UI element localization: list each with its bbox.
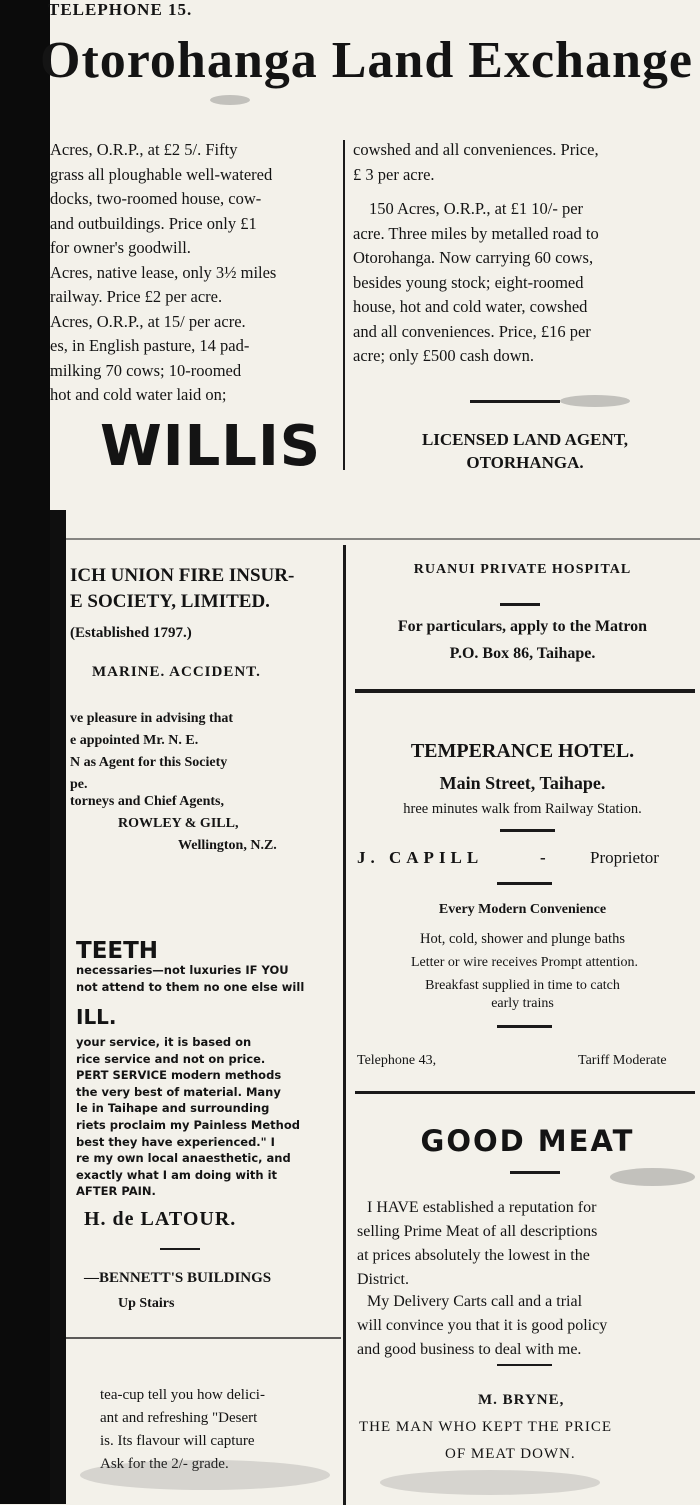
hospital-line-2: P.O. Box 86, Taihape. — [449, 645, 596, 662]
scan-edge-shadow — [0, 0, 50, 1504]
tea-line: is. Its flavour will capture — [100, 1433, 255, 1449]
norwich-attorneys: torneys and Chief Agents, — [70, 794, 225, 809]
column-divider — [343, 140, 345, 470]
norwich-subtitle: MARINE. ACCIDENT. — [92, 664, 261, 680]
meat-line: will convince you that it is good policy — [357, 1317, 608, 1334]
hotel-baths: Hot, cold, shower and plunge baths — [420, 931, 625, 947]
hotel-telephone: Telephone 43, — [357, 1053, 437, 1068]
norwich-title-2: E SOCIETY, LIMITED. — [70, 591, 270, 612]
willis-line: grass all ploughable well-watered — [50, 164, 273, 184]
norwich-line: pe. — [70, 777, 88, 792]
willis-line: and all conveniences. Price, £16 per — [353, 321, 591, 341]
header-telephone: TELEPHONE 15. — [48, 0, 193, 19]
teeth-title: TEETH — [76, 938, 159, 964]
teeth-line: best they have experienced." I — [76, 1134, 275, 1149]
meat-slogan-1: THE MAN WHO KEPT THE PRICE — [359, 1419, 613, 1435]
norwich-title-1: ICH UNION FIRE INSUR- — [70, 565, 295, 586]
willis-line: acre. Three miles by metalled road to — [353, 223, 599, 243]
ornament-rule — [510, 1171, 560, 1174]
tea-line: tea-cup tell you how delici- — [100, 1387, 265, 1403]
norwich-established: (Established 1797.) — [70, 625, 192, 641]
ornament-rule — [497, 1364, 552, 1366]
meat-line: My Delivery Carts call and a trial — [367, 1293, 583, 1310]
agent-title: LICENSED LAND AGENT, — [421, 430, 629, 449]
willis-line: 150 Acres, O.R.P., at £1 10/- per — [369, 199, 584, 218]
hotel-dash: - — [540, 848, 546, 867]
page-title: Otorohanga Land Exchange — [40, 32, 693, 89]
teeth-line: your service, it is based on — [76, 1035, 252, 1049]
norwich-line: e appointed Mr. N. E. — [70, 733, 199, 748]
teeth-line: AFTER PAIN. — [76, 1184, 156, 1199]
norwich-body — [70, 708, 233, 796]
teeth-stairs: Up Stairs — [118, 1296, 175, 1311]
teeth-line: le in Taihape and surrounding — [76, 1101, 270, 1116]
scan-speck — [560, 395, 630, 407]
norwich-line: N as Agent for this Society — [70, 755, 228, 770]
hospital-title: RUANUI PRIVATE HOSPITAL — [413, 562, 632, 577]
teeth-line-1: necessaries—not luxuries IF YOU — [76, 963, 289, 977]
willis-line: £ 3 per acre. — [353, 164, 435, 184]
hotel-walk: hree minutes walk from Railway Station. — [403, 801, 642, 817]
meat-line: and good business to deal with me. — [357, 1341, 582, 1358]
scan-speck — [80, 1460, 330, 1490]
willis-right-column — [353, 138, 693, 369]
hotel-breakfast-2: early trains — [491, 996, 554, 1011]
ornament-rule — [160, 1248, 200, 1250]
meat-line: selling Prime Meat of all descriptions — [357, 1223, 598, 1240]
meat-title: GOOD MEAT — [420, 1124, 635, 1158]
willis-line: docks, two-roomed house, cow- — [50, 189, 262, 208]
hotel-role: Proprietor — [590, 848, 659, 867]
meat-line: District. — [357, 1271, 409, 1288]
willis-line: house, hot and cold water, cowshed — [353, 297, 588, 316]
willis-line: for owner's goodwill. — [50, 238, 191, 257]
teeth-line: PERT SERVICE modern methods — [76, 1068, 282, 1083]
meat-slogan-2: OF MEAT DOWN. — [445, 1446, 576, 1462]
meat-body-1 — [357, 1196, 700, 1292]
willis-line: besides young stock; eight-roomed — [353, 272, 584, 292]
willis-line: railway. Price £2 per acre. — [50, 287, 223, 306]
willis-line: acre; only £500 cash down. — [353, 346, 534, 365]
column-divider — [343, 545, 346, 1505]
willis-line: Acres, native lease, only 3½ miles — [50, 262, 277, 282]
teeth-name: H. de LATOUR. — [84, 1208, 237, 1230]
willis-line: cowshed and all conveniences. Price, — [353, 140, 599, 159]
willis-line: milking 70 cows; 10-roomed — [50, 360, 242, 380]
hotel-wire: Letter or wire receives Prompt attention. — [410, 955, 639, 970]
teeth-address: —BENNETT'S BUILDINGS — [84, 1270, 272, 1286]
willis-line: Otorohanga. Now carrying 60 cows, — [353, 248, 594, 267]
norwich-city: Wellington, N.Z. — [178, 838, 277, 853]
teeth-line: re my own local anaesthetic, and — [76, 1151, 291, 1166]
meat-name: M. BRYNE, — [478, 1392, 565, 1408]
hospital-line-1: For particulars, apply to the Matron — [397, 618, 648, 635]
hotel-tariff: Tariff Moderate — [578, 1053, 667, 1068]
hotel-convenience: Every Modern Convenience — [438, 902, 607, 917]
tea-line: ant and refreshing "Desert — [100, 1410, 258, 1426]
scan-speck — [610, 1168, 695, 1186]
ornament-rule — [500, 829, 555, 832]
ad-divider — [355, 689, 695, 693]
teeth-line: the very best of material. Many — [76, 1084, 281, 1099]
teeth-will: ILL. — [76, 1005, 117, 1029]
teeth-line-2: not attend to them no one else will — [76, 980, 305, 994]
norwich-agents: ROWLEY & GILL, — [118, 816, 239, 831]
willis-line: Acres, O.R.P., at £2 5/. Fifty — [50, 140, 238, 159]
willis-line: hot and cold water laid on; — [50, 385, 227, 404]
section-divider — [66, 538, 700, 540]
meat-body-2 — [357, 1290, 700, 1362]
willis-line: es, in English pasture, 14 pad- — [50, 336, 250, 355]
ornament-rule — [470, 400, 560, 403]
willis-left-column — [50, 138, 340, 408]
teeth-line: riets proclaim my Painless Method — [76, 1117, 300, 1132]
tea-line: Ask for the 2/- grade. — [100, 1456, 229, 1472]
hotel-breakfast-1: Breakfast supplied in time to catch — [425, 978, 620, 993]
willis-line: and outbuildings. Price only £1 — [50, 213, 257, 233]
ad-divider — [66, 1337, 341, 1339]
hotel-owner: J. CAPILL — [357, 848, 484, 867]
teeth-line: rice service and not on price. — [76, 1051, 266, 1066]
norwich-line: ve pleasure in advising that — [70, 711, 234, 726]
willis-name: WILLIS — [100, 414, 322, 479]
meat-line: I HAVE established a reputation for — [367, 1199, 597, 1216]
scan-speck — [380, 1470, 600, 1495]
ornament-rule — [497, 1025, 552, 1028]
meat-line: at prices absolutely the lowest in the — [357, 1247, 590, 1264]
hotel-title: TEMPERANCE HOTEL. — [410, 740, 635, 762]
scan-edge-shadow-lower — [50, 510, 66, 1504]
teeth-body — [76, 1034, 300, 1200]
teeth-line: exactly what I am doing with it — [76, 1167, 278, 1182]
ornament-rule — [497, 882, 552, 885]
scan-speck — [210, 95, 250, 105]
ad-divider — [355, 1091, 695, 1094]
ornament-rule — [500, 603, 540, 606]
agent-town: OTORHANGA. — [466, 453, 584, 472]
hotel-street: Main Street, Taihape. — [439, 773, 606, 793]
willis-line: Acres, O.R.P., at 15/ per acre. — [50, 311, 246, 331]
